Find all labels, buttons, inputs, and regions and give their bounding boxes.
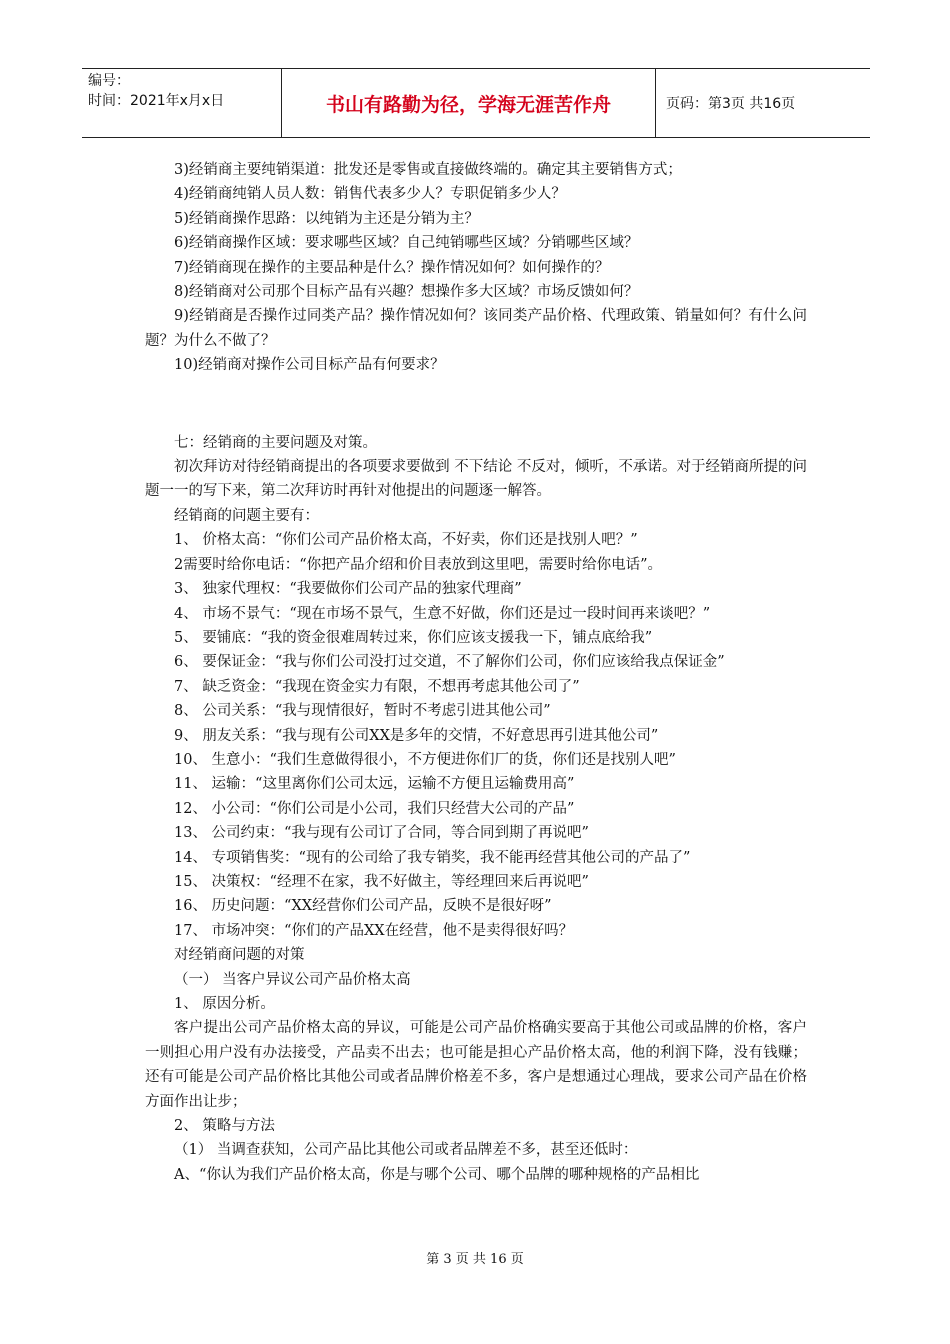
paragraph: 2、 策略与方法 — [174, 1118, 275, 1135]
paragraph: 4)经销商纯销人员人数：销售代表多少人？专职促销多少人？ — [174, 186, 566, 203]
paragraph: 10)经销商对操作公司目标产品有何要求？ — [174, 357, 445, 374]
paragraph: A、“你认为我们产品价格太高，你是与哪个公司、哪个品牌的哪种规格的产品相比 — [174, 1166, 700, 1183]
paragraph: 1、 价格太高：“你们公司产品价格太高，不好卖，你们还是找别人吧？” — [174, 532, 638, 549]
paragraph: 七：经销商的主要问题及对策。 — [174, 434, 377, 451]
paragraph: 4、 市场不景气：“现在市场不景气，生意不好做，你们还是过一段时间再来谈吧？” — [174, 605, 711, 622]
paragraph: 8、 公司关系：“我与现情很好，暂时不考虑引进其他公司” — [174, 703, 551, 720]
paragraph: 7)经销商现在操作的主要品种是什么？操作情况如何？如何操作的？ — [174, 259, 610, 276]
paragraph: 3、 独家代理权：“我要做你们公司产品的独家代理商” — [174, 581, 522, 598]
page-footer: 第 3 页 共 16 页 — [426, 1252, 524, 1267]
document-date: 时间：2021年x月x日 — [88, 93, 225, 109]
paragraph: 2需要时给你电话：“你把产品介绍和价目表放到这里吧，需要时给你电话”。 — [174, 556, 663, 573]
header-motto: 书山有路勤为径，学海无涯苦作舟 — [282, 69, 656, 137]
header-meta — [82, 69, 282, 137]
paragraph: 16、 历史问题：“XX经营你们公司产品，反映不是很好呀” — [174, 898, 552, 915]
paragraph: 7、 缺乏资金：“我现在资金实力有限，不想再考虑其他公司了” — [174, 678, 580, 695]
paragraph: 9、 朋友关系：“我与现有公司XX是多年的交情，不好意思再引进其他公司” — [174, 727, 659, 744]
paragraph: 初次拜访对待经销商提出的各项要求要做到 不下结论 不反对，倾听，不承诺。对于经销商所提的问题一一的写下来，第二次拜访时再针对他提出的问题逐一解答。 — [145, 459, 807, 500]
paragraph: 10、 生意小：“我们生意做得很小，不方便进你们厂的货，你们还是找别人吧” — [174, 751, 676, 768]
paragraph: 9)经销商是否操作过同类产品？操作情况如何？该同类产品价格、代理政策、销量如何？有什么问题？为什么不做了？ — [145, 308, 807, 349]
paragraph: 11、 运输：“这里离你们公司太远，运输不方便且运输费用高” — [174, 776, 575, 793]
page-header — [82, 68, 870, 138]
paragraph: 客户提出公司产品价格太高的异议，可能是公司产品价格确实要高于其他公司或品牌的价格，客户一则担心用户没有办法接受，产品卖不出去；也可能是担心产品价格太高，他的利润下降，没有钱赚；还有可能是公司产品价格比其他公司或者品牌价格差不多，客户是想通过心理战，要求公司产品在价格方面作出让步； — [145, 1020, 807, 1110]
paragraph: 15、 决策权：“经理不在家，我不好做主，等经理回来后再说吧” — [174, 873, 589, 890]
paragraph: 6)经销商操作区域：要求哪些区域？自己纯销哪些区域？分销哪些区域？ — [174, 235, 639, 252]
paragraph: 5、 要铺底：“我的资金很难周转过来，你们应该支援我一下，铺点底给我” — [174, 629, 653, 646]
paragraph: （1） 当调查获知，公司产品比其他公司或者品牌差不多，甚至还低时： — [174, 1142, 638, 1159]
paragraph: 17、 市场冲突：“你们的产品XX在经营，他不是卖得很好吗？ — [174, 922, 574, 939]
paragraph: 经销商的问题主要有： — [174, 507, 319, 524]
paragraph: 1、 原因分析。 — [174, 996, 275, 1012]
header-page-info: 页码：第3页 共16页 — [666, 96, 796, 112]
paragraph: 3)经销商主要纯销渠道：批发还是零售或直接做终端的。确定其主要销售方式； — [174, 162, 682, 178]
paragraph: 6、 要保证金：“我与你们公司没打过交道，不了解你们公司，你们应该给我点保证金” — [174, 654, 725, 671]
paragraph: 12、 小公司：“你们公司是小公司，我们只经营大公司的产品” — [174, 800, 575, 817]
document-body — [145, 158, 807, 1187]
paragraph: 13、 公司约束：“我与现有公司订了合同，等合同到期了再说吧” — [174, 825, 589, 842]
paragraph: 14、 专项销售奖：“现有的公司给了我专销奖，我不能再经营其他公司的产品了” — [174, 849, 691, 866]
document-number: 编号： — [88, 73, 130, 89]
paragraph: 5)经销商操作思路：以纯销为主还是分销为主？ — [174, 210, 479, 227]
paragraph: （一） 当客户异议公司产品价格太高 — [174, 971, 411, 988]
paragraph — [145, 392, 807, 416]
paragraph: 8)经销商对公司那个目标产品有兴趣？想操作多大区域？市场反馈如何？ — [174, 284, 639, 301]
paragraph: 对经销商问题的对策 — [174, 947, 305, 964]
